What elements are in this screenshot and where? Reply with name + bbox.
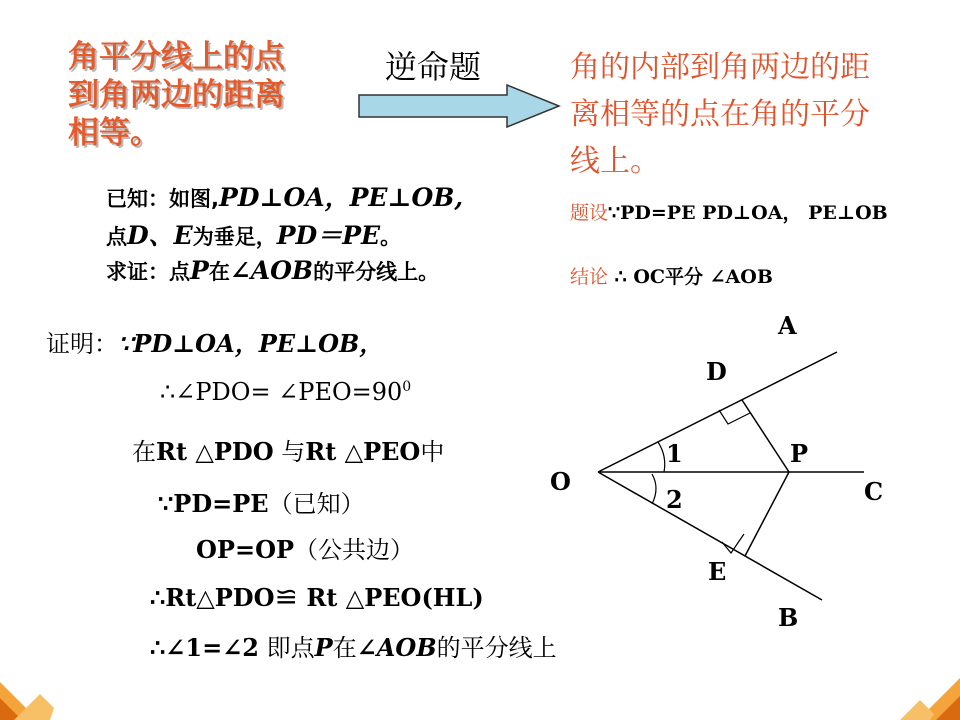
- proof-math: P: [314, 633, 333, 662]
- segment-pe: [745, 472, 789, 556]
- conclusion-body: ∴ OC平分 ∠AOB: [614, 266, 773, 288]
- converse-line: 离相等的点在角的平分: [570, 97, 870, 132]
- converse-label: 逆命题: [385, 48, 482, 86]
- proof-math: ∵PD⊥OA，PE⊥OB，: [118, 329, 384, 358]
- given-math: ∠AOB: [229, 256, 314, 285]
- label-angle-2: 2: [666, 485, 683, 514]
- segment-pd: [742, 400, 789, 472]
- proof-text: ∴Rt△PDO: [150, 583, 275, 612]
- given-math: D、E: [127, 221, 193, 250]
- theorem-line: 角平分线上的点: [68, 39, 285, 75]
- converse-line: 角的内部到角两边的距: [570, 50, 870, 85]
- label-e: E: [708, 557, 727, 586]
- corner-ornament-right: [890, 670, 960, 720]
- proof-text: ∴∠1=∠2: [150, 633, 259, 662]
- label-b: B: [778, 603, 799, 632]
- given-text: 的平分线上。: [313, 260, 440, 284]
- given-text: 点: [106, 225, 127, 249]
- theorem-line: 到角两边的距离: [68, 77, 285, 113]
- angle-arc-2: [652, 474, 656, 504]
- label-c: C: [864, 477, 884, 506]
- converse-line: 线上。: [570, 144, 660, 179]
- proof-text: 即点: [259, 634, 315, 662]
- proof-label: 证明：: [46, 330, 118, 358]
- proof-text: OP=OP: [196, 535, 295, 564]
- theorem-line: 相等。: [68, 115, 161, 151]
- proof-text: Rt △PEO: [305, 437, 421, 466]
- label-angle-1: 1: [666, 439, 683, 468]
- hypothesis-label: 题设: [570, 202, 609, 224]
- label-d: D: [706, 357, 727, 386]
- angle-arc-1: [658, 442, 665, 472]
- proof-math: ∠AOB: [356, 633, 437, 662]
- proof-text: 在: [132, 438, 156, 466]
- given-text: 。: [380, 225, 402, 249]
- proof-text: 与: [273, 438, 306, 466]
- proof-text: 的平分线上: [436, 634, 557, 662]
- proof-text: （公共边）: [294, 536, 415, 564]
- label-a: A: [778, 311, 797, 340]
- given-label: 已知：如图,: [106, 187, 219, 211]
- proof-text: （已知）: [268, 490, 365, 518]
- right-angle-mark-d: [719, 410, 750, 424]
- proof-text: ∵PD=PE: [158, 489, 269, 518]
- proof-text: ∴∠PDO= ∠PEO=90: [160, 378, 403, 406]
- given-text: 为垂足，: [192, 225, 277, 249]
- conclusion-label: 结论: [570, 266, 609, 288]
- right-angle-mark-e: [722, 534, 744, 553]
- given-text: 求证：点: [106, 260, 190, 284]
- congruent-symbol: ≌: [274, 580, 298, 613]
- proof-superscript: 0: [402, 379, 412, 395]
- hypothesis-body: ∵PD=PE PD⊥OA， PE⊥OB: [608, 202, 888, 224]
- label-o: O: [550, 467, 571, 496]
- given-math: P: [190, 256, 209, 285]
- label-p: P: [790, 439, 809, 468]
- given-math: PD＝PE: [276, 221, 381, 250]
- proof-text: 中: [420, 438, 445, 466]
- proof-text: Rt △PEO(HL): [298, 583, 484, 612]
- given-text: 在: [208, 260, 230, 284]
- corner-ornament-left: [0, 668, 60, 720]
- proof-text: Rt △PDO: [156, 437, 274, 466]
- proof-text: 在: [332, 634, 357, 662]
- given-math: PD⊥OA，PE⊥OB,: [218, 183, 464, 212]
